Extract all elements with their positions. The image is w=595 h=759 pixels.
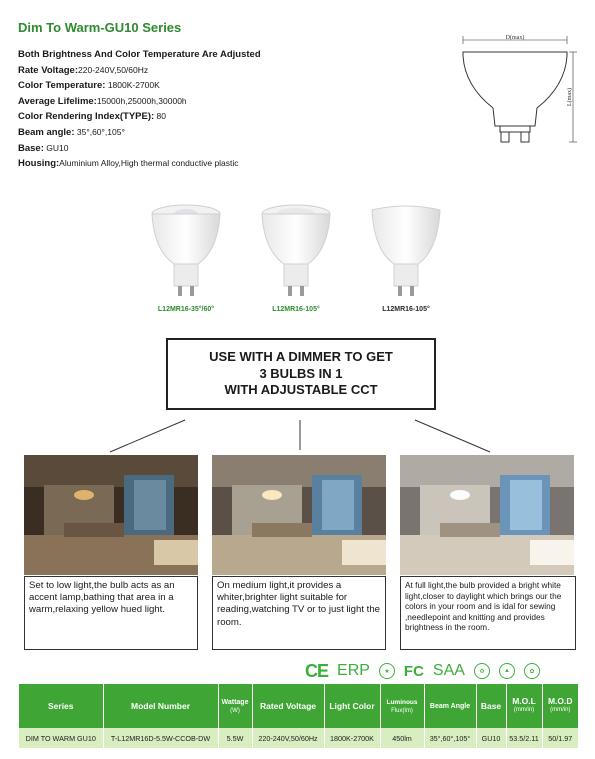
spec-value: Aluminium Alloy,High thermal conductive plastic — [59, 158, 239, 169]
recycle-icon: ♻ — [474, 663, 490, 679]
spec-headline: Both Brightness And Color Temperature Are Adjusted — [18, 49, 261, 60]
header-label: Light Color — [329, 700, 375, 711]
description-full-light: At full light,the bulb provided a bright white light,closer to daylight which brings our the colors in your room and is idal for sewing ,needlepoint and knitting and provides brightness in the room. — [400, 576, 576, 650]
saa-mark-icon: SAA — [432, 662, 465, 679]
header-mol — [506, 684, 542, 728]
diameter-label: D(max) — [505, 35, 525, 41]
spec-label: Average Lifelime: — [18, 95, 97, 107]
product-spec-table — [19, 684, 578, 748]
header-unit: Flux(lm) — [391, 707, 413, 714]
header-label: Series — [47, 700, 74, 711]
header-luminous-flux — [380, 684, 424, 728]
cell-mol: 53.5/2.11 — [506, 728, 542, 748]
spec-color-temperature — [18, 78, 348, 94]
dimension-diagram — [445, 30, 585, 155]
bulb-caption: L12MR16-105° — [382, 306, 430, 313]
bulb-caption: L12MR16-105° — [272, 306, 320, 313]
cell-beam-angle: 35°,60°,105° — [424, 728, 476, 748]
spec-value: 15000h,25000h,30000h — [96, 95, 187, 106]
spec-label: Beam angle: — [18, 126, 75, 138]
cell-light-color: 1800K-2700K — [324, 728, 380, 748]
bin-icon: ▲ — [499, 663, 515, 679]
header-base — [476, 684, 506, 728]
header-label: M.O.L — [512, 696, 536, 706]
spec-lifetime — [18, 94, 348, 110]
spec-value: 80 — [154, 111, 167, 122]
cell-base: GU10 — [476, 728, 506, 748]
fc-mark-icon: FC — [403, 662, 424, 680]
bulb-image-105 — [256, 200, 336, 310]
page-title: Dim To Warm-GU10 Series — [18, 20, 182, 35]
spec-value: 35°,60°,105° — [74, 126, 125, 137]
header-label: Model Number — [130, 700, 191, 711]
spec-cri — [18, 109, 348, 125]
header-label: Wattage — [221, 698, 249, 706]
room-image-full-light — [400, 455, 574, 575]
callout-connector-lines — [0, 410, 595, 455]
spec-label: Housing: — [18, 158, 60, 170]
table-row — [19, 728, 578, 748]
cell-rated-voltage: 220-240V,50/60Hz — [252, 728, 324, 748]
callout-line-1: USE WITH A DIMMER TO GET — [209, 349, 393, 365]
description-low-light: Set to low light,the bulb acts as an accent lamp,bathing that area in a warm,relaxing yellow hued light. — [24, 576, 198, 650]
header-unit: (mm/in) — [513, 707, 535, 713]
room-image-medium-light — [212, 455, 386, 575]
length-label: L(max) — [567, 88, 573, 106]
leaf-icon: ✿ — [524, 663, 540, 679]
table-header-row — [19, 684, 578, 728]
spec-label: Color Rendering Index(TYPE): — [18, 111, 155, 123]
room-image-low-light — [24, 455, 198, 575]
header-unit: (mm/in) — [550, 707, 571, 713]
dimmer-callout-box — [166, 338, 436, 410]
spec-beam-angle — [18, 125, 348, 141]
spec-housing — [18, 156, 348, 172]
callout-line-2: 3 BULBS IN 1 — [259, 365, 343, 381]
cell-luminous-flux: 450lm — [380, 728, 424, 748]
certification-logos — [305, 660, 585, 682]
header-label: Rated Voltage — [259, 700, 317, 711]
header-label: M.O.D — [547, 696, 573, 706]
header-label: Beam Angle — [429, 703, 471, 710]
spec-label: Base: — [18, 142, 44, 154]
bulb-image-35-60 — [146, 200, 226, 310]
spec-base — [18, 141, 348, 157]
erp-mark-icon: ERP — [337, 662, 370, 679]
cell-model-number: T-L12MR16D-5.5W-CCOB-DW — [103, 728, 218, 748]
spec-label: Color Temperature: — [18, 80, 106, 92]
cert-seal-icon: ★ — [379, 663, 395, 679]
header-mod — [542, 684, 578, 728]
spec-list — [18, 47, 348, 172]
header-label: Luminous — [386, 698, 418, 706]
description-medium-light: On medium light,it provides a whiter,brighter light suitable for reading,watching TV or to just light the room. — [212, 576, 386, 650]
header-unit: (W) — [230, 707, 240, 714]
spec-value: 220-240V,50/60Hz — [78, 64, 149, 75]
spec-value: 1800K-2700K — [105, 80, 160, 91]
header-label: Base — [480, 700, 502, 711]
header-series — [19, 684, 103, 728]
header-light-color — [324, 684, 380, 728]
header-beam-angle — [424, 684, 476, 728]
bulb-caption: L12MR16-35°/60° — [157, 306, 215, 313]
header-rated-voltage — [252, 684, 324, 728]
spec-rate-voltage — [18, 63, 348, 79]
callout-text — [209, 349, 393, 399]
cell-wattage: 5.5W — [218, 728, 252, 748]
cell-series: DIM TO WARM GU10 — [19, 728, 103, 748]
header-wattage — [218, 684, 252, 728]
cell-mod: 50/1.97 — [542, 728, 578, 748]
bulb-image-frosted — [366, 200, 446, 310]
spec-label: Rate Voltage: — [18, 64, 79, 76]
spec-value: GU10 — [43, 142, 69, 153]
ce-mark-icon: CE — [305, 660, 329, 681]
header-model-number — [103, 684, 218, 728]
callout-line-3: WITH ADJUSTABLE CCT — [224, 382, 378, 398]
